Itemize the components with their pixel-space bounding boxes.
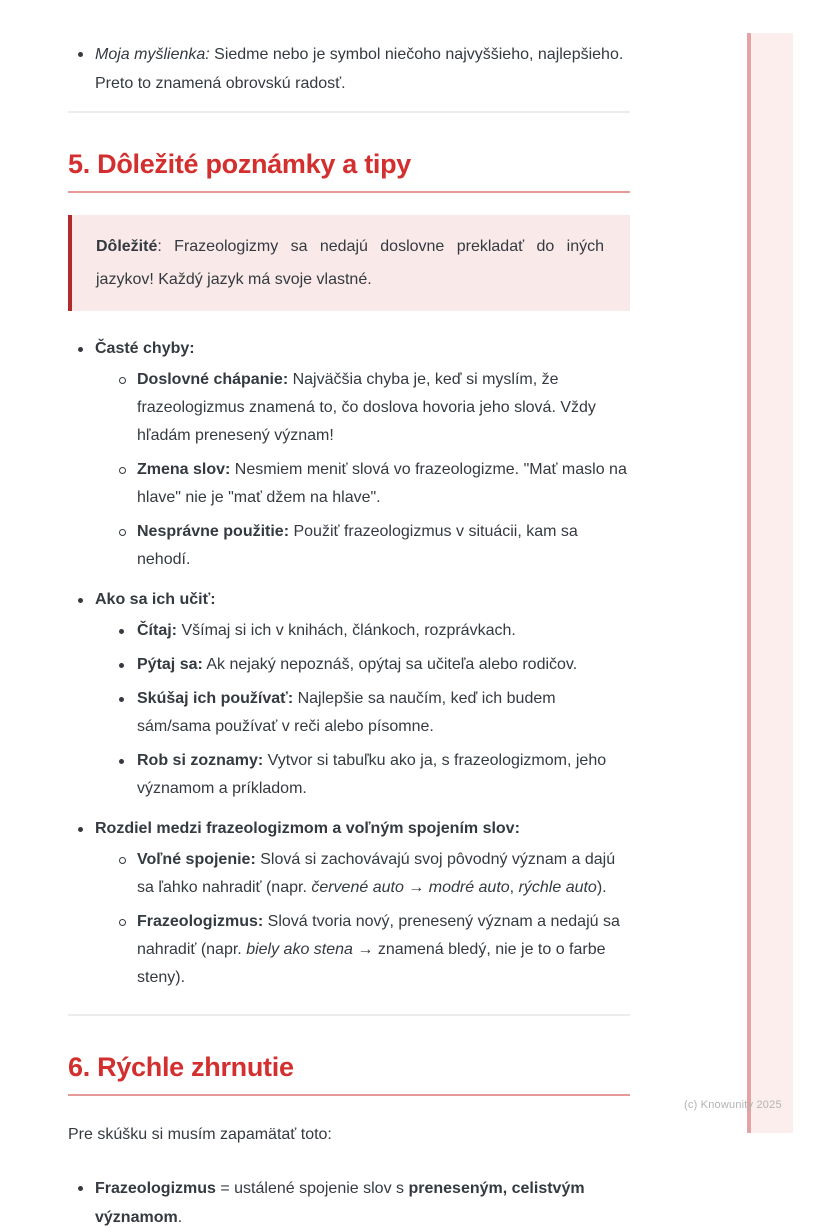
- bullet-circle-icon: [119, 846, 137, 864]
- callout-text: Dôležité: Frazeologizmy sa nedajú doslovne prekladať do iných jazykov! Každý jazyk má svoje vlastné.: [96, 238, 604, 288]
- list-item-text: Frazeologizmus = ustálené spojenie slov s preneseným, celistvým významom.: [95, 1180, 585, 1226]
- list-item: [95, 617, 630, 645]
- bullet-disc-icon: [78, 335, 95, 352]
- notes-list: [68, 335, 630, 992]
- list-group-ako-sa-ucit: [68, 586, 630, 803]
- group-label: Ako sa ich učiť:: [95, 591, 216, 608]
- section-5-title: 5. Dôležité poznámky a tipy: [68, 149, 411, 179]
- page-edge-accent-bar: [747, 33, 793, 1133]
- bullet-disc-icon: [119, 617, 137, 634]
- list-item-text: Nesprávne použitie: Použiť frazeologizmus v situácii, kam sa nehodí.: [137, 523, 578, 568]
- list-item: [68, 1174, 630, 1232]
- bullet-disc-icon: [119, 747, 137, 764]
- list-item-text: Doslovné chápanie: Najväčšia chyba je, keď si myslím, že frazeologizmus znamená to, čo doslova hovoria jeho slová. Vždy hľadám prenesený význam!: [137, 371, 596, 444]
- list-item: [95, 518, 630, 574]
- group-label: Rozdiel medzi frazeologizmom a voľným spojením slov:: [95, 820, 520, 837]
- bullet-disc-icon: [78, 40, 95, 57]
- sub-list: [95, 366, 630, 574]
- bullet-circle-icon: [119, 518, 137, 536]
- bullet-circle-icon: [119, 456, 137, 474]
- section-divider: [68, 111, 630, 113]
- sub-list: [95, 617, 630, 803]
- bullet-circle-icon: [119, 908, 137, 926]
- heading-underline: [68, 1094, 630, 1096]
- list-item: [95, 747, 630, 803]
- watermark: (c) Knowunity 2025: [684, 1099, 782, 1111]
- sub-list: [95, 846, 630, 992]
- bullet-disc-icon: [78, 1174, 95, 1191]
- section-6-title: 6. Rýchle zhrnutie: [68, 1052, 294, 1082]
- list-item-text: Zmena slov: Nesmiem meniť slová vo frazeologizme. "Mať maslo na hlave" nie je "mať džem na hlave".: [137, 461, 627, 506]
- important-callout: [68, 215, 630, 311]
- group-label: Časté chyby:: [95, 340, 195, 357]
- list-item: [95, 651, 630, 679]
- intro-bullet-list: [68, 40, 630, 98]
- bullet-disc-icon: [119, 651, 137, 668]
- bullet-disc-icon: [119, 685, 137, 702]
- list-group-caste-chyby: [68, 335, 630, 574]
- document-content: [68, 40, 630, 1232]
- section-6-intro: Pre skúšku si musím zapamätať toto:: [68, 1126, 332, 1143]
- bullet-disc-icon: [78, 815, 95, 832]
- list-item: [95, 846, 630, 902]
- list-item: [95, 366, 630, 450]
- list-item: [95, 456, 630, 512]
- list-item-text: Frazeologizmus: Slová tvoria nový, prenesený význam a nedajú sa nahradiť (napr. biely ako stena → znamená bledý, nie je to o farbe steny).: [137, 913, 620, 986]
- list-item-text: Čítaj: Všímaj si ich v knihách, článkoch, rozprávkach.: [137, 622, 516, 639]
- summary-list: [68, 1174, 630, 1232]
- heading-underline: [68, 191, 630, 193]
- list-group-rozdiel: [68, 815, 630, 992]
- bullet-circle-icon: [119, 366, 137, 384]
- list-item-text: Pýtaj sa: Ak nejaký nepoznáš, opýtaj sa učiteľa alebo rodičov.: [137, 656, 578, 673]
- list-item-text: Rob si zoznamy: Vytvor si tabuľku ako ja, s frazeologizmom, jeho významom a príkladom.: [137, 752, 607, 797]
- list-item-text: Skúšaj ich používať: Najlepšie sa naučím, keď ich budem sám/sama používať v reči alebo písomne.: [137, 690, 556, 735]
- list-item: [68, 40, 630, 98]
- section-divider: [68, 1014, 630, 1016]
- bullet-disc-icon: [78, 586, 95, 603]
- list-item: [95, 908, 630, 992]
- list-item-text: Voľné spojenie: Slová si zachovávajú svoj pôvodný význam a dajú sa ľahko nahradiť (napr. červené auto → modré auto, rýchle auto).: [137, 851, 616, 896]
- intro-bullet-text: Moja myšlienka: Siedme nebo je symbol niečoho najvyššieho, najlepšieho. Preto to znamená obrovskú radosť.: [95, 46, 624, 92]
- list-item: [95, 685, 630, 741]
